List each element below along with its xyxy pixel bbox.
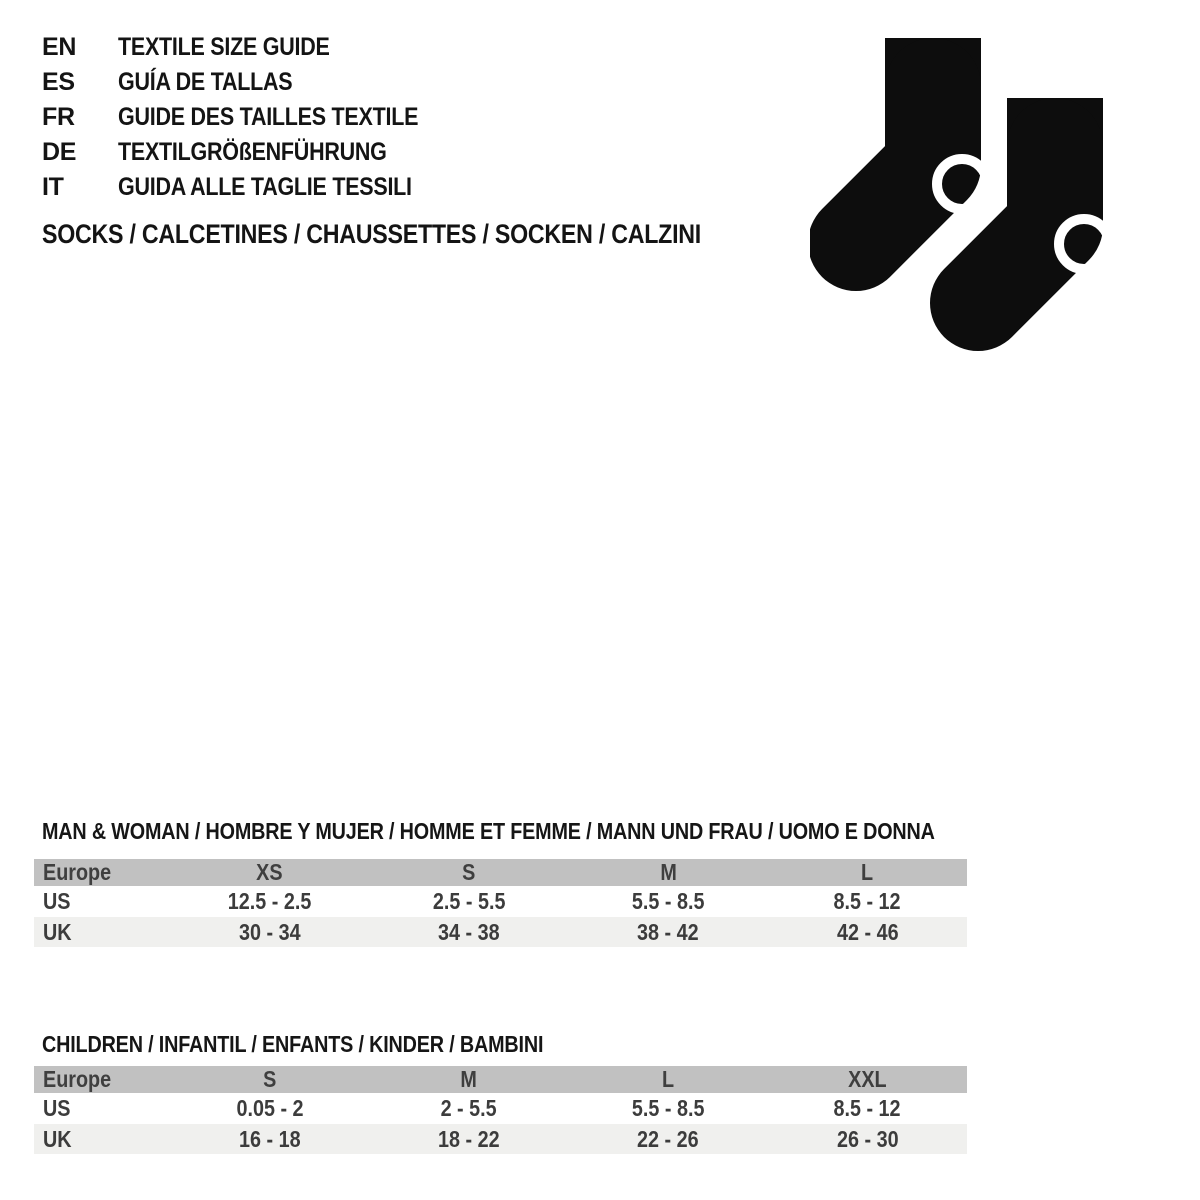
header-cell-region: Europe	[43, 859, 112, 885]
size-value: 8.5 - 12	[833, 888, 901, 914]
language-row-fr	[42, 100, 467, 135]
guide-title-de: TEXTILGRÖßENFÜHRUNG	[118, 138, 387, 166]
socks-icon	[810, 28, 1110, 368]
table-header-row	[34, 1066, 967, 1093]
size-value: 2 - 5.5	[440, 1095, 497, 1121]
size-value: 8.5 - 12	[833, 1095, 901, 1121]
size-value: 26 - 30	[836, 1125, 899, 1152]
header-cell-size: L	[861, 859, 874, 885]
guide-title-es: GUÍA DE TALLAS	[118, 68, 293, 96]
row-label: US	[43, 1095, 71, 1121]
row-label: UK	[43, 918, 72, 945]
product-category-line	[42, 219, 808, 250]
language-row-es	[42, 65, 467, 100]
language-row-de	[42, 135, 467, 170]
language-row-it	[42, 170, 467, 205]
guide-title-fr: GUIDE DES TAILLES TEXTILE	[118, 103, 419, 131]
language-code: DE	[42, 138, 77, 166]
header-cell-size: XS	[256, 859, 283, 885]
table-header-row	[34, 859, 967, 886]
children-table-title: CHILDREN / INFANTIL / ENFANTS / KINDER / BAMBINI	[42, 1031, 544, 1057]
header-cell-size: S	[263, 1066, 277, 1092]
size-value: 38 - 42	[637, 918, 699, 945]
size-value: 30 - 34	[238, 918, 301, 945]
size-value: 12.5 - 2.5	[227, 888, 312, 914]
language-code: IT	[42, 173, 64, 201]
header-cell-region: Europe	[43, 1066, 112, 1092]
header-cell-size: M	[659, 859, 677, 885]
header-cell-size: M	[460, 1066, 478, 1092]
size-value: 5.5 - 8.5	[631, 1095, 705, 1121]
header-cell-size: L	[662, 1066, 675, 1092]
language-title-list	[42, 30, 467, 205]
row-label: UK	[43, 1125, 72, 1152]
table-row-us	[34, 886, 967, 917]
size-value: 42 - 46	[836, 918, 899, 945]
table-row-uk	[34, 917, 967, 947]
header-cell-size: XXL	[848, 1066, 887, 1092]
children-size-table	[34, 1066, 967, 1154]
language-code: FR	[42, 103, 75, 131]
guide-title-it: GUIDA ALLE TAGLIE TESSILI	[118, 173, 412, 201]
language-code: ES	[42, 68, 75, 96]
size-value: 2.5 - 5.5	[432, 888, 506, 914]
size-value: 34 - 38	[438, 918, 500, 945]
size-value: 0.05 - 2	[236, 1095, 304, 1121]
adults-size-table	[34, 859, 967, 947]
size-value: 18 - 22	[438, 1125, 500, 1152]
size-value: 22 - 26	[637, 1125, 699, 1152]
guide-title-en: TEXTILE SIZE GUIDE	[118, 33, 330, 61]
product-category-text: SOCKS / CALCETINES / CHAUSSETTES / SOCKEN / CALZINI	[42, 219, 701, 249]
table-row-uk	[34, 1124, 967, 1154]
header-cell-size: S	[462, 859, 476, 885]
table-row-us	[34, 1093, 967, 1124]
row-label: US	[43, 888, 71, 914]
size-value: 16 - 18	[238, 1125, 301, 1152]
adults-table-title: MAN & WOMAN / HOMBRE Y MUJER / HOMME ET FEMME / MANN UND FRAU / UOMO E DONNA	[42, 818, 935, 844]
language-code: EN	[42, 33, 77, 61]
size-value: 5.5 - 8.5	[631, 888, 705, 914]
language-row-en	[42, 30, 467, 65]
